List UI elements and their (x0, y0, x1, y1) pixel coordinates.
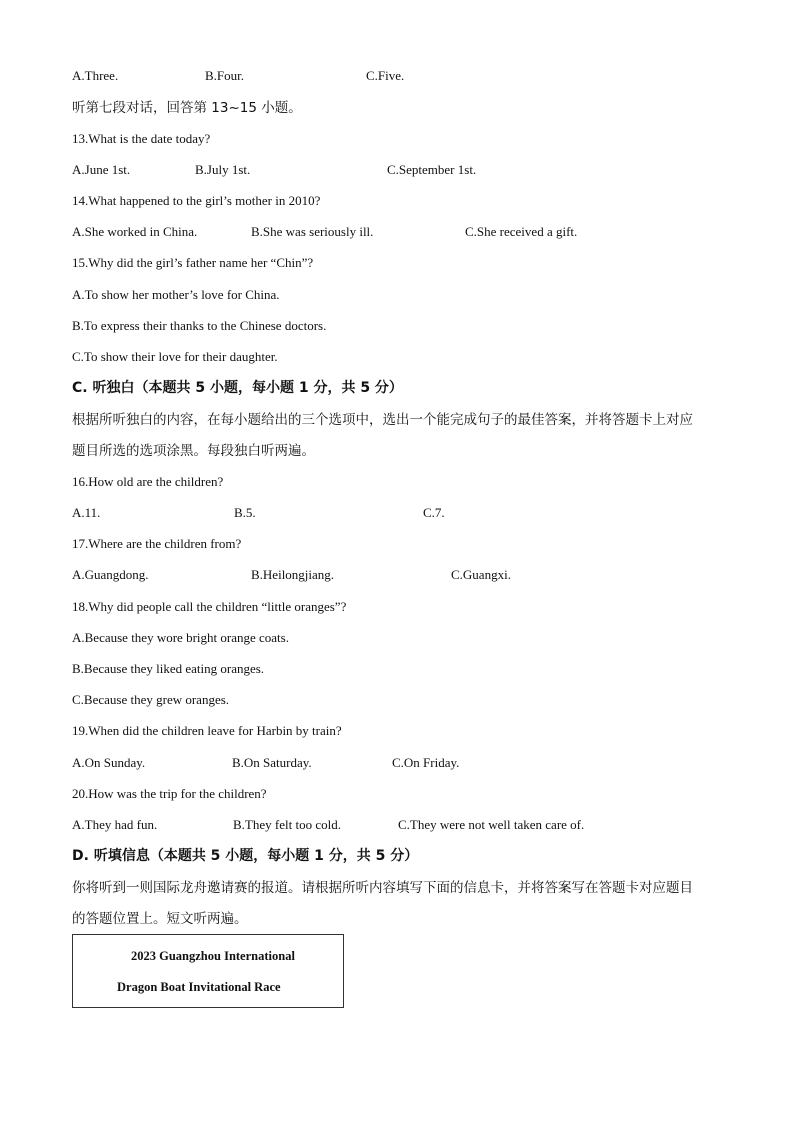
q17-option-a: A.Guangdong. (72, 567, 149, 582)
info-card-title-line-1: 2023 Guangzhou International (131, 949, 295, 963)
q16-option-a: A.11. (72, 505, 101, 520)
q16-option-c: C.7. (423, 505, 445, 520)
q20-question: 20.How was the trip for the children? (72, 786, 267, 801)
q13-option-c: C.September 1st. (387, 162, 477, 177)
q17-question: 17.Where are the children from? (72, 536, 242, 551)
q17-option-c: C.Guangxi. (451, 567, 511, 582)
section-d-instruction-2: 的答题位置上。短文听两遍。 (72, 911, 248, 927)
q14-question: 14.What happened to the girl’s mother in 2010? (72, 193, 321, 208)
q15-question: 15.Why did the girl’s father name her “Chin”? (72, 255, 314, 270)
q14-option-b: B.She was seriously ill. (251, 224, 374, 239)
q20-option-c: C.They were not well taken care of. (398, 817, 585, 832)
q18-option-a: A.Because they wore bright orange coats. (72, 630, 289, 645)
q12-option-c: C.Five. (366, 68, 405, 83)
q12-option-b: B.Four. (205, 68, 245, 83)
q15-option-a: A.To show her mother’s love for China. (72, 287, 280, 302)
dialog7-intro: 听第七段对话，回答第 13~15 小题。 (72, 100, 302, 116)
q19-question: 19.When did the children leave for Harbin by train? (72, 723, 342, 738)
q20-option-b: B.They felt too cold. (233, 817, 341, 832)
q18-option-c: C.Because they grew oranges. (72, 692, 230, 707)
q13-option-b: B.July 1st. (195, 162, 251, 177)
section-c-title: C. 听独白（本题共 5 小题，每小题 1 分，共 5 分） (72, 380, 403, 396)
q13-question: 13.What is the date today? (72, 131, 211, 146)
q14-option-c: C.She received a gift. (465, 224, 578, 239)
q12-option-a: A.Three. (72, 68, 119, 83)
info-card (72, 934, 344, 1008)
section-d-instruction-1: 你将听到一则国际龙舟邀请赛的报道。请根据所听内容填写下面的信息卡，并将答案写在答题卡对应题目 (72, 880, 693, 896)
q19-option-a: A.On Sunday. (72, 755, 146, 770)
q19-option-c: C.On Friday. (392, 755, 460, 770)
q19-option-b: B.On Saturday. (232, 755, 312, 770)
q18-option-b: B.Because they liked eating oranges. (72, 661, 265, 676)
section-c-instruction-2: 题目所选的选项涂黑。每段独白听两遍。 (72, 443, 315, 459)
section-d-title: D. 听填信息（本题共 5 小题，每小题 1 分，共 5 分） (72, 848, 419, 864)
section-c-instruction-1: 根据所听独白的内容，在每小题给出的三个选项中，选出一个能完成句子的最佳答案，并将答题卡上对应 (72, 412, 693, 428)
q16-option-b: B.5. (234, 505, 256, 520)
q18-question: 18.Why did people call the children “little oranges”? (72, 599, 347, 614)
info-card-title-line-2: Dragon Boat Invitational Race (117, 980, 281, 994)
q13-option-a: A.June 1st. (72, 162, 131, 177)
q17-option-b: B.Heilongjiang. (251, 567, 335, 582)
q14-option-a: A.She worked in China. (72, 224, 198, 239)
q15-option-b: B.To express their thanks to the Chinese doctors. (72, 318, 327, 333)
q20-option-a: A.They had fun. (72, 817, 158, 832)
q15-option-c: C.To show their love for their daughter. (72, 349, 278, 364)
q16-question: 16.How old are the children? (72, 474, 224, 489)
